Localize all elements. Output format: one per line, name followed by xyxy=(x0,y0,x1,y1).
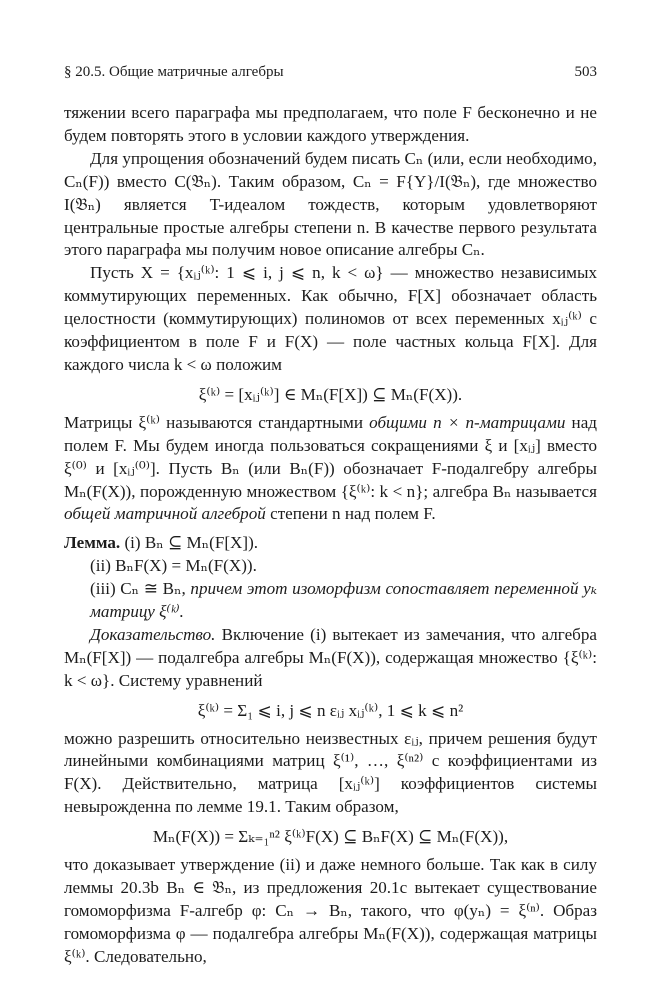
definition-text-c: над полем F. Мы будем иногда пользоваться сокращениями ξ и [xᵢⱼ] вместо ξ⁽⁰⁾ и [xᵢⱼ⁽⁰⁾]. Пусть Bₙ (или Bₙ(F)) обозначает F-подалгебру алгебры Mₙ(F(X)), порожденную множеством {ξ⁽ᵏ⁾: k < n}; алгебра Bₙ называется xyxy=(64,412,597,501)
proof-text-1: Включение (i) вытекает из замечания, что алгебра Mₙ(F[X]) — подалгебра алгебры Mₙ(F(X)), содержащая множество {ξ⁽ᵏ⁾: k < ω}. Систему уравнений xyxy=(64,624,597,690)
paragraph-notation: Для упрощения обозначений будем писать Cₙ (или, если необходимо, Cₙ(F)) вместо C(𝔅ₙ). Таким образом, Cₙ = F{Y}/I(𝔅ₙ), где множество I(𝔅ₙ) является T-идеалом тождеств, которым удовлетворяют центральные простые алгебры степени n. В качестве первого результата этого параграфа мы получим новое описание алгебры Cₙ. xyxy=(64,148,597,260)
lemma-item-iii xyxy=(64,578,597,624)
lemma-block xyxy=(64,532,597,624)
definition-text-e: степени n над полем F. xyxy=(265,504,436,524)
proof-paragraph-3: что доказывает утверждение (ii) и даже немного больше. Так как в силу леммы 20.3b Bₙ ∈ 𝔅ₙ, из предложения 20.1c вытекает существование гомоморфизма F-алгебр φ: Cₙ → Bₙ, такого, что φ(yₙ) = ξ⁽ⁿ⁾. Образ гомоморфизма φ — подалгебра алгебры Mₙ(F(X)), содержащая матрицы ξ⁽ᵏ⁾. Следовательно, xyxy=(64,855,597,966)
lemma-item-i xyxy=(64,532,597,555)
paragraph-continuation: тяжении всего параграфа мы предполагаем, что поле F бесконечно и не будем повторять этого в условии каждого утверждения. xyxy=(64,103,597,145)
paragraph-definitions xyxy=(64,412,597,527)
paragraph-variables: Пусть X = {xᵢⱼ⁽ᵏ⁾: 1 ⩽ i, j ⩽ n, k < ω} — множество независимых коммутирующих переменных. Как обычно, F[X] обозначает область целостности (коммутирующих) полиномов от всех переменных xᵢⱼ⁽ᵏ⁾ с коэффициентом в поле F и F(X) — поле частных кольца F[X]. Для каждого числа k < ω положим xyxy=(64,263,597,374)
term-generic-matrix-algebra: общей матричной алгеброй xyxy=(64,504,266,524)
formula-generic-matrix: ξ⁽ᵏ⁾ = [xᵢⱼ⁽ᵏ⁾] ∈ Mₙ(F[X]) ⊆ Mₙ(F(X)). xyxy=(198,384,463,404)
proof-paragraph xyxy=(64,624,597,693)
proof-paragraph-2: можно разрешить относительно неизвестных εᵢⱼ, причем решения будут линейными комбинациями матриц ξ⁽¹⁾, …, ξ⁽ⁿ²⁾ с коэффициентами из F(X). Действительно, матрица [xᵢⱼ⁽ᵏ⁾] коэффициентов системы невырожденна по лемме 19.1. Таким образом, xyxy=(64,728,597,817)
section-title: § 20.5. Общие матричные алгебры xyxy=(64,64,284,80)
term-generic-matrices: общими n × n-матрицами xyxy=(369,412,566,432)
lemma-iii-text: (iii) Cₙ ≅ Bₙ, xyxy=(90,579,191,599)
running-header xyxy=(64,64,597,86)
definition-text-a: Матрицы ξ⁽ᵏ⁾ называются стандартными xyxy=(64,412,370,432)
formula-system: ξ⁽ᵏ⁾ = Σ₁ ⩽ i, j ⩽ n εᵢⱼ xᵢⱼ⁽ᵏ⁾, 1 ⩽ k ⩽ n² xyxy=(197,700,464,720)
lemma-i-text: (i) Bₙ ⊆ Mₙ(F[X]). xyxy=(120,533,259,553)
lemma-iii-italic: причем этот изоморфизм сопоставляет переменной yₖ матрицу ξ⁽ᵏ⁾. xyxy=(90,579,597,622)
page-body xyxy=(64,102,597,969)
page-number: 503 xyxy=(574,64,597,80)
proof-label: Доказательство. xyxy=(90,624,216,644)
formula-sum: Mₙ(F(X)) = Σₖ₌₁ⁿ² ξ⁽ᵏ⁾F(X) ⊆ BₙF(X) ⊆ Mₙ(F(X)), xyxy=(152,827,509,847)
lemma-label: Лемма. xyxy=(64,533,121,553)
lemma-item-ii: (ii) BₙF(X) = Mₙ(F(X)). xyxy=(90,556,257,576)
